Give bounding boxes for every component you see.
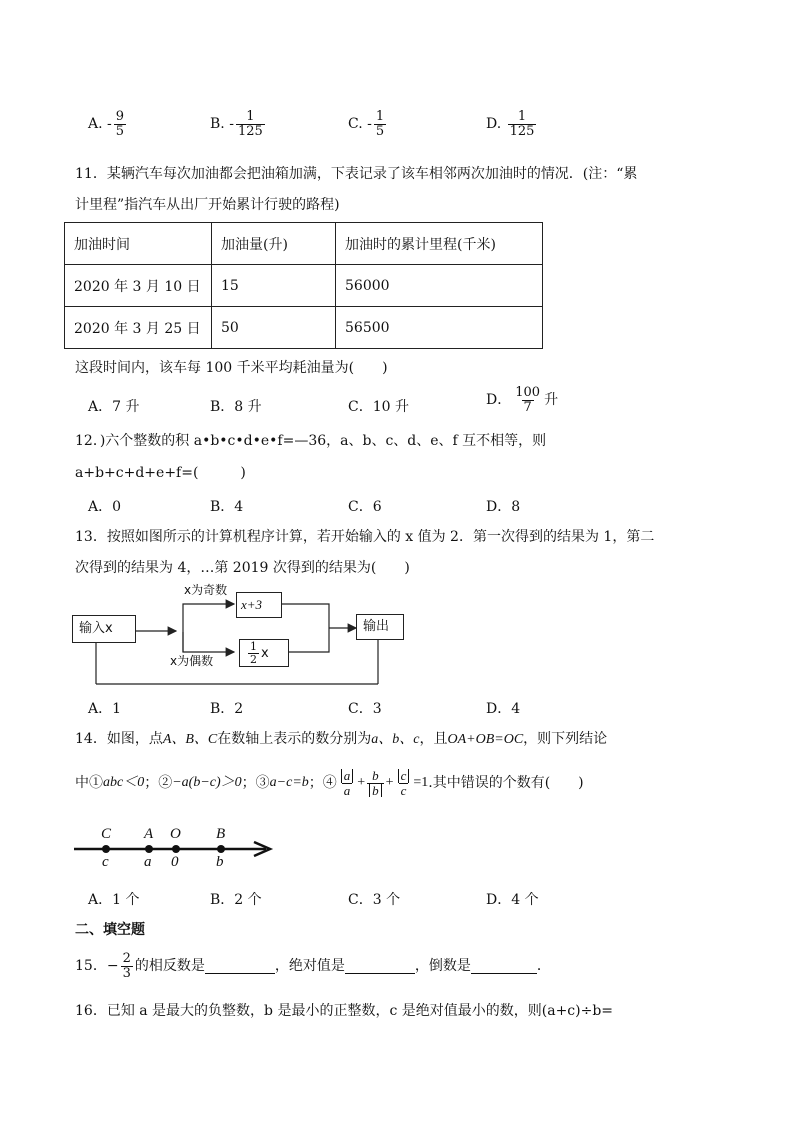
q12-stem-line1: 12．)六个整数的积 a•b•c•d•e•f=—36，a、b、c、d、e、f 互不相等，则 <box>75 433 547 449</box>
axis-upper-label: O <box>170 826 181 842</box>
q14-option-b: B．2 个 <box>210 892 262 908</box>
q12-option-d: D．8 <box>486 499 521 515</box>
table-cell: 56000 <box>336 265 543 307</box>
q10-option-c: C. - $\frac{1}{5}$ <box>348 109 385 139</box>
q13-stem-line2: 次得到的结果为 4，…第 2019 次得到的结果为( ) <box>75 560 410 576</box>
fraction: $\frac{100}{7}$ <box>515 385 541 415</box>
q14-option-c: C．3 个 <box>348 892 401 908</box>
axis-lower-label: a <box>144 854 152 870</box>
fraction: $\frac{2}{3}$ <box>122 950 131 981</box>
output-box: 输出 <box>356 614 404 640</box>
q12-option-a: A．0 <box>88 499 122 515</box>
q13-option-a: A．1 <box>88 701 122 717</box>
q10-option-a: A. - $\frac{9}{5}$ <box>88 109 125 139</box>
q14-stem-line1: 14．如图，点A、B、C在数轴上表示的数分别为a、b、c，且OA+OB=OC，则下列结论 <box>75 731 608 747</box>
q13-option-b: B．2 <box>210 701 244 717</box>
answer-blank[interactable] <box>205 959 275 974</box>
odd-box: x+3 <box>236 592 282 618</box>
answer-blank[interactable] <box>471 959 537 974</box>
fraction: $\frac{1}{125}$ <box>237 109 263 139</box>
q12-stem-line2: a+b+c+d+e+f=( ) <box>75 465 246 481</box>
axis-upper-label: B <box>216 826 226 842</box>
fraction: $\frac{9}{5}$ <box>115 109 125 139</box>
q14-option-d: D．4 个 <box>486 892 539 908</box>
q12-option-b: B．4 <box>210 499 244 515</box>
table-cell: 2020 年 3 月 25 日 <box>65 307 212 349</box>
q15-stem: 15． − $\frac{2}{3}$ 的相反数是 ，绝对值是 ，倒数是 ． <box>75 950 551 981</box>
section-heading-fill-in: 二、填空题 <box>75 922 145 938</box>
table-cell: 50 <box>212 307 336 349</box>
q14-option-a: A．1 个 <box>88 892 140 908</box>
axis-upper-label: C <box>101 826 112 842</box>
q11-option-a: A．7 升 <box>88 399 140 415</box>
even-branch-label: x为偶数 <box>170 654 214 668</box>
odd-branch-label: x为奇数 <box>184 583 228 597</box>
q11-question: 这段时间内，该车每 100 千米平均耗油量为( ) <box>75 360 388 376</box>
q14-stem-line2: 中① abc＜0 ；② −a(b−c)＞0 ；③ a−c=b ；④ $\frac{a}{a}$ + $\frac{b}{b}$ + $\frac{c}{c}$ =1 .其中错误的个数有( ) <box>75 767 584 798</box>
q13-stem-line1: 13．按照如图所示的计算机程序计算，若开始输入的 x 值为 2．第一次得到的结果为 1，第二 <box>75 529 655 545</box>
answer-blank[interactable] <box>345 959 415 974</box>
table-header: 加油量(升) <box>212 223 336 265</box>
q11-option-d: D． $\frac{100}{7}$ 升 <box>486 385 559 415</box>
table-header: 加油时的累计里程(千米) <box>336 223 543 265</box>
q11-stem-line1: 11．某辆汽车每次加油都会把油箱加满，下表记录了该车相邻两次加油时的情况．(注：“累 <box>75 166 638 182</box>
input-box: 输入x <box>72 615 136 643</box>
table-cell: 15 <box>212 265 336 307</box>
table-header: 加油时间 <box>65 223 212 265</box>
q13-option-d: D．4 <box>486 701 521 717</box>
fraction: $\frac{c}{c}$ <box>396 769 412 797</box>
axis-lower-label: 0 <box>171 854 179 870</box>
q10-option-d: D. $\frac{1}{125}$ <box>486 109 535 139</box>
fraction: $\frac{1}{5}$ <box>375 109 385 139</box>
table-cell: 56500 <box>336 307 543 349</box>
axis-lower-label: c <box>102 854 109 870</box>
q16-stem: 16．已知 a 是最大的负整数，b 是最小的正整数，c 是绝对值最小的数，则(a+c)÷b= <box>75 1003 614 1019</box>
fraction: $\frac{b}{b}$ <box>367 769 384 797</box>
even-box: $\frac{1}{2}$ x <box>239 639 289 667</box>
fraction: $\frac{a}{a}$ <box>339 769 356 797</box>
q11-option-b: B．8 升 <box>210 399 262 415</box>
table-cell: 2020 年 3 月 10 日 <box>65 265 212 307</box>
fraction: $\frac{1}{125}$ <box>509 109 535 139</box>
fraction: $\frac{1}{2}$ <box>250 639 257 666</box>
q11-stem-line2: 计里程”指汽车从出厂开始累计行驶的路程) <box>75 197 340 213</box>
axis-lower-label: b <box>216 854 224 870</box>
q13-option-c: C．3 <box>348 701 382 717</box>
axis-upper-label: A <box>144 826 154 842</box>
q11-option-c: C．10 升 <box>348 399 409 415</box>
q12-option-c: C．6 <box>348 499 382 515</box>
q10-option-b: B. - $\frac{1}{125}$ <box>210 109 263 139</box>
